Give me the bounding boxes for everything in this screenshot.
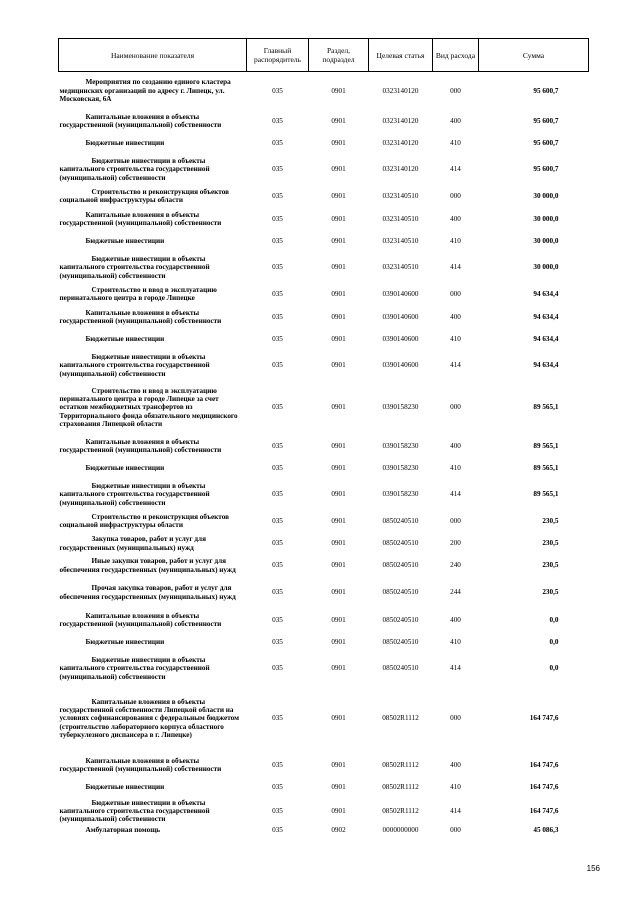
row-target: 0390158230 bbox=[382, 490, 419, 499]
row-section: 0901 bbox=[331, 263, 346, 272]
row-name: Бюджетные инвестиции bbox=[85, 237, 165, 246]
row-sum: 0,0 bbox=[549, 664, 559, 673]
row-sum: 0,0 bbox=[549, 638, 559, 647]
row-section: 0901 bbox=[331, 116, 346, 125]
row-section: 0901 bbox=[331, 783, 346, 792]
row-admin: 035 bbox=[272, 441, 283, 450]
row-expense: 400 bbox=[450, 615, 461, 624]
row-sum: 164 747,6 bbox=[529, 714, 559, 723]
row-target: 0850240510 bbox=[382, 539, 419, 548]
row-sum: 45 086,3 bbox=[533, 826, 559, 834]
row-name: Строительство и ввод в эксплуатацию перинатального центра в городе Липецке bbox=[59, 285, 217, 302]
row-target: 0323140120 bbox=[382, 165, 419, 174]
row-name: Капитальные вложения в объекты государственной (муниципальной) собственности bbox=[59, 437, 222, 454]
row-section: 0901 bbox=[331, 664, 346, 673]
table-row bbox=[59, 533, 589, 555]
table-row bbox=[59, 351, 589, 381]
row-sum: 30 000,0 bbox=[533, 191, 559, 200]
table-row bbox=[59, 480, 589, 510]
row-expense: 000 bbox=[450, 403, 461, 412]
row-expense: 000 bbox=[450, 516, 461, 525]
row-target: 0850240510 bbox=[382, 516, 419, 525]
row-admin: 035 bbox=[272, 165, 283, 174]
row-admin: 035 bbox=[272, 760, 283, 769]
row-target: 0390140600 bbox=[382, 361, 419, 370]
row-expense: 414 bbox=[450, 263, 461, 272]
header-admin: Главный распорядитель bbox=[247, 39, 309, 72]
row-name: Бюджетные инвестиции bbox=[85, 139, 165, 148]
row-target: 0390140600 bbox=[382, 312, 419, 321]
row-target: 08502R1112 bbox=[382, 714, 419, 723]
row-name: Бюджетные инвестиции bbox=[85, 335, 165, 344]
row-admin: 035 bbox=[272, 561, 283, 570]
page-number: 156 bbox=[586, 864, 600, 873]
row-target: 0323140120 bbox=[382, 139, 419, 148]
row-target: 0850240510 bbox=[382, 664, 419, 673]
row-target: 0323140510 bbox=[382, 263, 419, 272]
row-admin: 035 bbox=[272, 539, 283, 548]
row-expense: 400 bbox=[450, 441, 461, 450]
row-expense: 000 bbox=[450, 86, 461, 95]
row-admin: 035 bbox=[272, 516, 283, 525]
header-target: Целевая статья bbox=[369, 39, 433, 72]
row-expense: 400 bbox=[450, 214, 461, 223]
row-admin: 035 bbox=[272, 335, 283, 344]
row-sum: 164 747,6 bbox=[529, 806, 559, 815]
row-section: 0901 bbox=[331, 588, 346, 597]
row-sum: 230,5 bbox=[542, 539, 559, 548]
row-name: Капитальные вложения в объекты государственной (муниципальной) собственности bbox=[59, 611, 222, 628]
table-row bbox=[59, 577, 589, 609]
row-admin: 035 bbox=[272, 464, 283, 473]
row-section: 0901 bbox=[331, 516, 346, 525]
row-section: 0901 bbox=[331, 289, 346, 298]
row-target: 0323140510 bbox=[382, 237, 419, 246]
row-section: 0901 bbox=[331, 561, 346, 570]
row-expense: 244 bbox=[450, 588, 461, 597]
row-sum: 94 634,4 bbox=[533, 289, 559, 298]
row-target: 08502R1112 bbox=[382, 760, 419, 769]
row-admin: 035 bbox=[272, 588, 283, 597]
row-target: 0323140510 bbox=[382, 214, 419, 223]
row-section: 0902 bbox=[331, 826, 346, 834]
row-admin: 035 bbox=[272, 361, 283, 370]
row-target: 0323140510 bbox=[382, 191, 419, 200]
table-row bbox=[59, 654, 589, 684]
row-name: Бюджетные инвестиции bbox=[85, 638, 165, 647]
table-row bbox=[59, 133, 589, 155]
row-target: 0850240510 bbox=[382, 638, 419, 647]
table-row bbox=[59, 185, 589, 208]
row-expense: 410 bbox=[450, 237, 461, 246]
row-expense: 000 bbox=[450, 191, 461, 200]
row-sum: 95 600,7 bbox=[533, 116, 559, 125]
row-name: Мероприятия по созданию единого кластера медицинских организаций по адресу г. Липецк, ул. Московская, 6А bbox=[59, 78, 231, 103]
row-expense: 200 bbox=[450, 539, 461, 548]
row-section: 0901 bbox=[331, 214, 346, 223]
row-sum: 94 634,4 bbox=[533, 335, 559, 344]
table-row bbox=[59, 329, 589, 351]
row-admin: 035 bbox=[272, 638, 283, 647]
table-header-row bbox=[59, 39, 589, 72]
table-row bbox=[59, 306, 589, 329]
row-name: Бюджетные инвестиции в объекты капитального строительства государственной (муниципальной) собственности bbox=[59, 255, 210, 280]
table-row bbox=[59, 510, 589, 533]
row-expense: 410 bbox=[450, 638, 461, 647]
row-name: Строительство и реконструкция объектов социальной инфраструктуры области bbox=[59, 187, 230, 204]
row-section: 0901 bbox=[331, 237, 346, 246]
row-sum: 164 747,6 bbox=[529, 760, 559, 769]
row-expense: 414 bbox=[450, 165, 461, 174]
row-expense: 414 bbox=[450, 806, 461, 815]
row-admin: 035 bbox=[272, 191, 283, 200]
table-row bbox=[59, 684, 589, 754]
table-row bbox=[59, 777, 589, 799]
table-row bbox=[59, 283, 589, 306]
row-sum: 230,5 bbox=[542, 516, 559, 525]
row-expense: 400 bbox=[450, 116, 461, 125]
row-target: 0850240510 bbox=[382, 561, 419, 570]
row-section: 0901 bbox=[331, 490, 346, 499]
row-name: Капитальные вложения в объекты государственной собственности Липецкой области на условиях софинансирования с федеральным бюджетом (строительство лабораторного корпуса областного туберкулезного диспансера в г. Липецке) bbox=[59, 697, 239, 739]
row-expense: 400 bbox=[450, 760, 461, 769]
table-row bbox=[59, 632, 589, 654]
row-expense: 410 bbox=[450, 464, 461, 473]
header-expense: Вид расхода bbox=[433, 39, 479, 72]
row-expense: 000 bbox=[450, 714, 461, 723]
table-row bbox=[59, 435, 589, 458]
row-admin: 035 bbox=[272, 237, 283, 246]
row-section: 0901 bbox=[331, 539, 346, 548]
row-admin: 035 bbox=[272, 289, 283, 298]
row-admin: 035 bbox=[272, 826, 283, 834]
row-sum: 164 747,6 bbox=[529, 783, 559, 792]
row-admin: 035 bbox=[272, 490, 283, 499]
row-expense: 240 bbox=[450, 561, 461, 570]
row-section: 0901 bbox=[331, 403, 346, 412]
header-sum: Сумма bbox=[479, 39, 589, 72]
row-sum: 95 600,7 bbox=[533, 139, 559, 148]
row-name: Строительство и реконструкция объектов социальной инфраструктуры области bbox=[59, 512, 230, 529]
row-expense: 414 bbox=[450, 664, 461, 673]
table-row bbox=[59, 823, 589, 837]
table-row bbox=[59, 381, 589, 435]
row-name: Амбулаторная помощь bbox=[85, 826, 161, 834]
row-sum: 94 634,4 bbox=[533, 361, 559, 370]
row-admin: 035 bbox=[272, 139, 283, 148]
row-section: 0901 bbox=[331, 714, 346, 723]
row-name: Бюджетные инвестиции в объекты капитального строительства государственной (муниципальной) собственности bbox=[59, 353, 210, 378]
table-row bbox=[59, 110, 589, 133]
row-section: 0901 bbox=[331, 615, 346, 624]
table-row bbox=[59, 555, 589, 577]
row-section: 0901 bbox=[331, 760, 346, 769]
row-target: 0390158230 bbox=[382, 441, 419, 450]
row-expense: 414 bbox=[450, 490, 461, 499]
table-row bbox=[59, 155, 589, 185]
row-sum: 89 565,1 bbox=[533, 403, 559, 412]
row-name: Иные закупки товаров, работ и услуг для обеспечения государственных (муниципальных) нужд bbox=[59, 557, 236, 574]
row-sum: 89 565,1 bbox=[533, 441, 559, 450]
row-target: 0850240510 bbox=[382, 615, 419, 624]
header-section: Раздел, подраздел bbox=[309, 39, 369, 72]
row-sum: 230,5 bbox=[542, 588, 559, 597]
row-section: 0901 bbox=[331, 86, 346, 95]
row-expense: 410 bbox=[450, 139, 461, 148]
table-row bbox=[59, 231, 589, 253]
row-sum: 30 000,0 bbox=[533, 263, 559, 272]
row-section: 0901 bbox=[331, 361, 346, 370]
header-name: Наименование показателя bbox=[59, 39, 247, 72]
row-sum: 89 565,1 bbox=[533, 464, 559, 473]
row-name: Бюджетные инвестиции bbox=[85, 783, 165, 792]
table-row bbox=[59, 208, 589, 231]
row-name: Капитальные вложения в объекты государственной (муниципальной) собственности bbox=[59, 112, 222, 129]
row-expense: 414 bbox=[450, 361, 461, 370]
row-admin: 035 bbox=[272, 783, 283, 792]
row-target: 0850240510 bbox=[382, 588, 419, 597]
row-admin: 035 bbox=[272, 615, 283, 624]
row-section: 0901 bbox=[331, 312, 346, 321]
row-sum: 30 000,0 bbox=[533, 237, 559, 246]
row-target: 0390140600 bbox=[382, 335, 419, 344]
table-body bbox=[59, 72, 589, 838]
row-admin: 035 bbox=[272, 806, 283, 815]
row-target: 0000000000 bbox=[382, 826, 419, 834]
row-admin: 035 bbox=[272, 664, 283, 673]
row-section: 0901 bbox=[331, 638, 346, 647]
row-sum: 230,5 bbox=[542, 561, 559, 570]
row-admin: 035 bbox=[272, 263, 283, 272]
row-section: 0901 bbox=[331, 441, 346, 450]
row-target: 0390158230 bbox=[382, 403, 419, 412]
row-target: 08502R1112 bbox=[382, 783, 419, 792]
row-target: 0323140120 bbox=[382, 86, 419, 95]
table-row bbox=[59, 458, 589, 480]
row-section: 0901 bbox=[331, 139, 346, 148]
row-section: 0901 bbox=[331, 335, 346, 344]
row-admin: 035 bbox=[272, 116, 283, 125]
row-admin: 035 bbox=[272, 312, 283, 321]
row-admin: 035 bbox=[272, 214, 283, 223]
row-expense: 400 bbox=[450, 312, 461, 321]
row-name: Бюджетные инвестиции в объекты капитального строительства государственной (муниципальной) собственности bbox=[59, 157, 210, 182]
row-sum: 0,0 bbox=[549, 615, 559, 624]
table-row bbox=[59, 799, 589, 824]
row-admin: 035 bbox=[272, 714, 283, 723]
table-row bbox=[59, 72, 589, 110]
row-sum: 95 600,7 bbox=[533, 165, 559, 174]
row-sum: 94 634,4 bbox=[533, 312, 559, 321]
row-section: 0901 bbox=[331, 165, 346, 174]
row-name: Строительство и ввод в эксплуатацию перинатального центра в городе Липецке за счет остатков межбюджетных трансфертов из Территориального фонда обязательного медицинского страхования Липецкой области bbox=[59, 386, 238, 428]
row-name: Капитальные вложения в объекты государственной (муниципальной) собственности bbox=[59, 756, 222, 773]
row-expense: 000 bbox=[450, 826, 461, 834]
row-target: 08502R1112 bbox=[382, 806, 419, 815]
row-sum: 89 565,1 bbox=[533, 490, 559, 499]
row-name: Бюджетные инвестиции в объекты капитального строительства государственной (муниципальной) собственности bbox=[59, 798, 210, 823]
row-expense: 410 bbox=[450, 783, 461, 792]
row-name: Бюджетные инвестиции в объекты капитального строительства государственной (муниципальной) собственности bbox=[59, 482, 210, 507]
budget-table bbox=[58, 38, 589, 837]
row-name: Капитальные вложения в объекты государственной (муниципальной) собственности bbox=[59, 210, 222, 227]
row-name: Прочая закупка товаров, работ и услуг для обеспечения государственных (муниципальных) нужд bbox=[59, 584, 236, 601]
row-target: 0323140120 bbox=[382, 116, 419, 125]
row-expense: 410 bbox=[450, 335, 461, 344]
table-row bbox=[59, 253, 589, 283]
row-sum: 95 600,7 bbox=[533, 86, 559, 95]
row-admin: 035 bbox=[272, 86, 283, 95]
row-name: Бюджетные инвестиции bbox=[85, 464, 165, 473]
row-expense: 000 bbox=[450, 289, 461, 298]
row-target: 0390140600 bbox=[382, 289, 419, 298]
table-row bbox=[59, 609, 589, 632]
row-target: 0390158230 bbox=[382, 464, 419, 473]
row-name: Бюджетные инвестиции в объекты капитального строительства государственной (муниципальной) собственности bbox=[59, 656, 210, 681]
row-admin: 035 bbox=[272, 403, 283, 412]
row-section: 0901 bbox=[331, 191, 346, 200]
row-name: Закупка товаров, работ и услуг для государственных (муниципальных) нужд bbox=[59, 535, 206, 552]
row-name: Капитальные вложения в объекты государственной (муниципальной) собственности bbox=[59, 308, 222, 325]
table-row bbox=[59, 754, 589, 777]
row-sum: 30 000,0 bbox=[533, 214, 559, 223]
row-section: 0901 bbox=[331, 806, 346, 815]
row-section: 0901 bbox=[331, 464, 346, 473]
